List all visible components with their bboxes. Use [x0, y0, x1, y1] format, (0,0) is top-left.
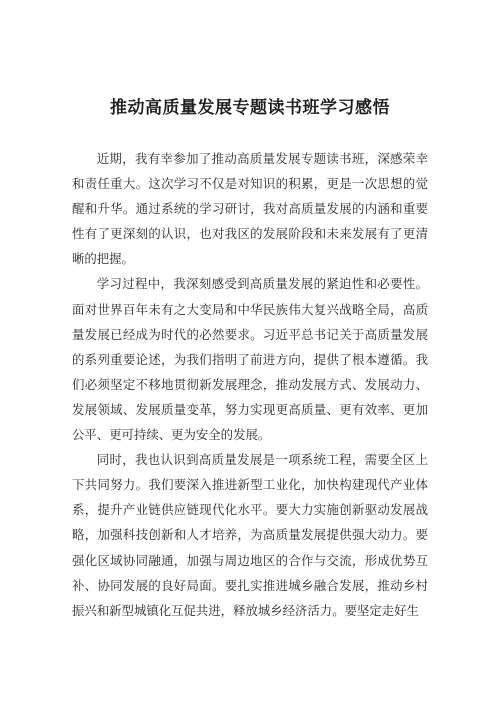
document-title: 推动高质量发展专题读书班学习感悟	[110, 98, 390, 118]
paragraph-2: 学习过程中，我深刻感受到高质量发展的紧迫性和必要性。面对世界百年未有之大变局和中华民族伟大复兴战略全局，高质量发展已经成为时代的必然要求。习近平总书记关于高质量发展的系列重要论述，为我们指明了前进方向，提供了根本遵循。我们必须坚定不移地贯彻新发展理念，推动发展方式、发展动力、发展领域、发展质量变革，努力实现更高质量、更有效率、更加公平、更可持续、更为安全的发展。	[72, 276, 428, 443]
paragraph-3: 同时，我也认识到高质量发展是一项系统工程，需要全区上下共同努力。我们要深入推进新型工业化，加快构建现代产业体系，提升产业链供应链现代化水平。要大力实施创新驱动发展战略，加强科技创新和人才培养，为高质量发展提供强大动力。要强化区域协同融通，加强与周边地区的合作与交流，形成优势互补、协同发展的良好局面。要扎实推进城乡融合发展，推动乡村振兴和新型城镇化互促共进，释放城乡经济活力。要坚定走好生	[72, 452, 428, 618]
paragraph-1: 近期，我有幸参加了推动高质量发展专题读书班，深感荣幸和责任重大。这次学习不仅是对知识的积累，更是一次思想的觉醒和升华。通过系统的学习研讨，我对高质量发展的内涵和重要性有了更深刻的认识，也对我区的发展阶段和未来发展有了更清晰的把握。	[72, 151, 428, 267]
document-body	[72, 146, 428, 623]
